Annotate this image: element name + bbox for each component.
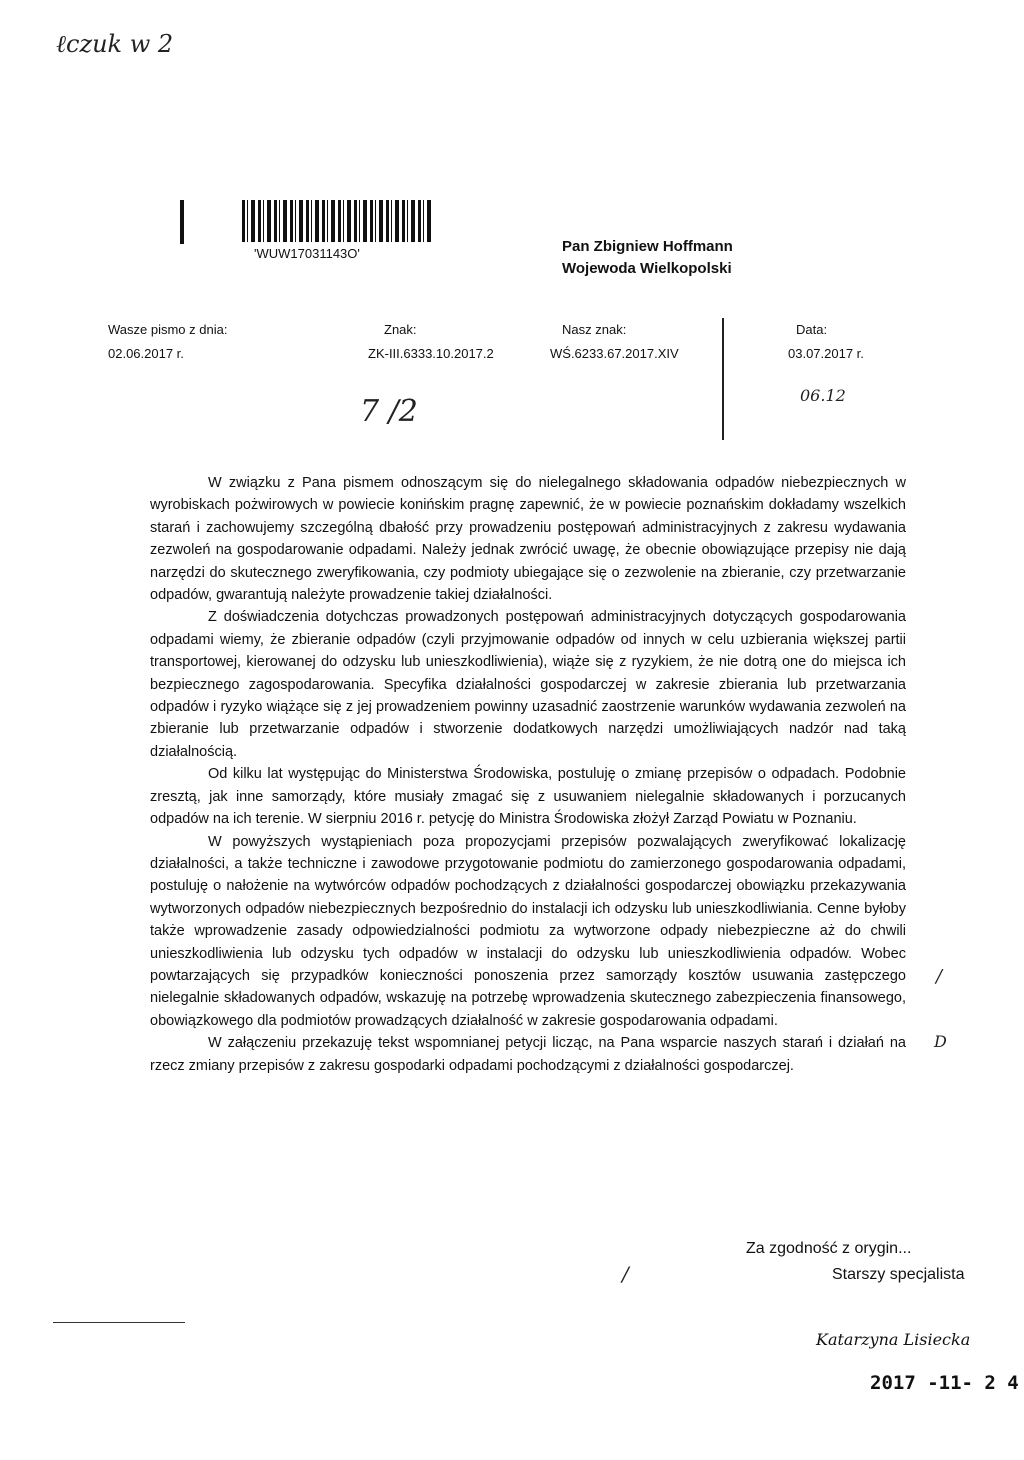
sign-label: Znak: bbox=[384, 322, 417, 337]
barcode bbox=[242, 200, 432, 242]
handwritten-mark: 7 /2 bbox=[360, 394, 418, 429]
date-label: Data: bbox=[796, 322, 828, 337]
your-letter-date: 02.06.2017 r. bbox=[108, 346, 184, 361]
stamp-name: Katarzyna Lisiecka bbox=[816, 1330, 971, 1349]
slash-mark: / bbox=[622, 1262, 629, 1286]
paragraph-3: Od kilku lat występując do Ministerstwa Środowiska, postuluję o zmianę przepisów o odpadach. Podobnie zresztą, jak inne samorządy, które musiały zmagać się z usuwaniem nielegalnie składowanych i porzucanych odpadów na ich terenie. W sierpniu 2016 r. petycję do Ministra Środowiska złożył Zarząd Powiatu w Poznaniu. bbox=[150, 766, 906, 828]
your-letter-label: Wasze pismo z dnia: bbox=[108, 322, 228, 337]
handwritten-date: 06.12 bbox=[800, 386, 846, 405]
stamp-position: Starszy specjalista bbox=[832, 1266, 965, 1283]
our-sign-value: WŚ.6233.67.2017.XIV bbox=[550, 346, 679, 361]
letter-body bbox=[150, 472, 906, 1077]
handwritten-note-top-left: ℓczuk w 2 bbox=[56, 30, 174, 58]
paragraph-4: W powyższych wystąpieniach poza propozycjami przepisów pozwalających zweryfikować lokalizację działalności, a także techniczne i zawodowe przygotowanie podmiotu do zamierzonego gospodarowania odpadami, postuluję o nałożenie na wytwórców odpadów pochodzących z działalności gospodarczej obowiązku przekazywania wytworzonych odpadów niebezpiecznych bezpośrednio do instalacji ich odzysku lub unieszkodliwiania. Cenne byłoby także wprowadzenie zasady odpowiedzialności podmiotu za wytworzone odpady niebezpieczne aż do chwili unieszkodliwienia lub odzysku tych odpadów w instalacji do odzysku lub unieszkodliwienia odpadów. Wobec powtarzających się przypadków konieczności ponoszenia przez samorządy kosztów usuwania zastępczego nielegalnie składowanych odpadów, wskazuję na potrzebę wprowadzenia skutecznego zabezpieczenia finansowego, obowiązkowego dla podmiotów prowadzących działalność w zakresie gospodarowania odpadami. bbox=[150, 833, 906, 1029]
addressee-title: Wojewoda Wielkopolski bbox=[562, 260, 732, 277]
barcode-number: 'WUW17031143O' bbox=[254, 246, 360, 261]
paragraph-1: W związku z Pana pismem odnoszącym się do nielegalnego składowania odpadów niebezpiecznych w wyrobiskach pożwirowych w powiecie konińskim pragnę zapewnić, że w powiecie poznańskim dokładamy wszelkich starań i zachowujemy szczególną dbałość przy prowadzeniu postępowań administracyjnych z zakresu wydawania zezwoleń na gospodarowanie odpadami. Należy jednak zwrócić uwagę, że obecnie obowiązujące przepisy nie dają narzędzi do skutecznego zweryfikowania, czy podmioty ubiegające się o zezwolenie na zbieranie, czy przetwarzanie odpadów, gwarantują należyte prowadzenie takiej działalności. bbox=[150, 475, 906, 604]
addressee-block bbox=[562, 236, 733, 280]
divider-line bbox=[722, 318, 724, 440]
addressee-name: Pan Zbigniew Hoffmann bbox=[562, 238, 733, 255]
sign-value: ZK-III.6333.10.2017.2 bbox=[368, 346, 494, 361]
our-sign-label: Nasz znak: bbox=[562, 322, 627, 337]
certification-date: 2017 -11- 2 4 bbox=[870, 1372, 1019, 1394]
margin-note-2: D bbox=[934, 1032, 947, 1051]
date-value: 03.07.2017 r. bbox=[788, 346, 864, 361]
paragraph-5: W załączeniu przekazuję tekst wspomnianej petycji licząc, na Pana wsparcie naszych starań i działań na rzecz zmiany przepisów z zakresu gospodarki odpadami pochodzącymi z działalności gospodarczej. bbox=[150, 1035, 906, 1074]
certification-stamp: Za zgodność z orygin... bbox=[746, 1240, 912, 1257]
paragraph-2: Z doświadczenia dotychczas prowadzonych postępowań administracyjnych dotyczących gospodarowania odpadami wiemy, że zbieranie odpadów (czyli przyjmowanie odpadów od innych w celu uzbierania większej partii transportowej, kierowanej do odzysku lub unieszkodliwienia), wiąże się z ryzykiem, że nie dotrą one do miejsca ich bezpiecznego zagospodarowania. Specyfika działalności gospodarczej w zakresie zbierania lub przetwarzania odpadów i ryzyko wiążące się z jej prowadzeniem powinny uzasadnić zaostrzenie warunków wydawania zezwoleń na zbieranie lub przetwarzanie odpadów i stworzenie dodatkowych narzędzi umożliwiających nadzór nad taką działalnością. bbox=[150, 609, 906, 760]
barcode-bar bbox=[180, 200, 184, 244]
signature-line bbox=[53, 1322, 185, 1323]
margin-note-1: / bbox=[936, 966, 943, 987]
